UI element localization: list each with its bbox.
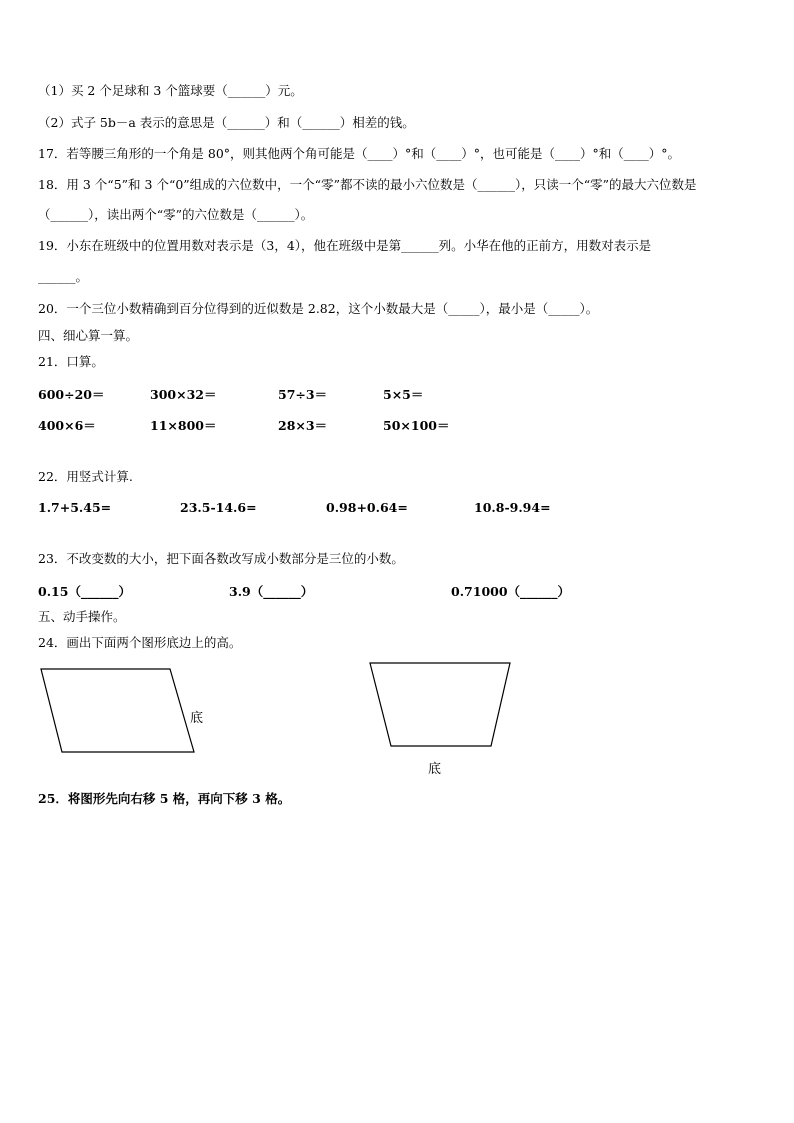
line-q23: 23．不改变数的大小，把下面各数改写成小数部分是三位的小数。 (38, 551, 404, 566)
line-q24: 24．画出下面两个图形底边上的高。 (38, 635, 242, 650)
decimal-item: 0.15（______） (38, 584, 131, 599)
section-four-heading: 四、细心算一算。 (38, 328, 139, 343)
line-q18b: （______），读出两个“零”的六位数是（______）。 (38, 207, 314, 222)
vertical-item: 0.98+0.64= (326, 500, 408, 515)
oral-item: 300×32＝ (150, 387, 217, 402)
decimal-item: 3.9（______） (229, 584, 314, 599)
oral-item: 400×6＝ (38, 418, 96, 433)
line-q20: 20．一个三位小数精确到百分位得到的近似数是 2.82，这个小数最大是（_____），最小是（_____）。 (38, 301, 599, 316)
parallelogram-base-label: 底 (190, 711, 204, 726)
vertical-item: 23.5-14.6= (180, 500, 257, 515)
line-q25: 25．将图形先向右移 5 格，再向下移 3 格。 (38, 791, 291, 806)
oral-item: 11×800＝ (150, 418, 217, 433)
oral-item: 5×5＝ (383, 387, 424, 402)
trapezoid-shape (370, 663, 510, 746)
oral-item: 600÷20＝ (38, 387, 105, 402)
vertical-item: 10.8-9.94= (474, 500, 551, 515)
decimal-item: 0.71000（______） (451, 584, 571, 599)
vertical-item: 1.7+5.45= (38, 500, 112, 515)
line-q19b: ______。 (38, 269, 89, 284)
parallelogram-shape (41, 669, 194, 752)
line-q21: 21．口算。 (38, 354, 104, 369)
line-q22: 22．用竖式计算. (38, 469, 133, 484)
line-q19a: 19．小东在班级中的位置用数对表示是（3，4），他在班级中是第______列。小华在他的正前方，用数对表示是 (38, 238, 652, 253)
trapezoid-base-label: 底 (428, 762, 442, 777)
oral-item: 57÷3＝ (278, 387, 328, 402)
oral-item: 50×100＝ (383, 418, 450, 433)
line-q18a: 18．用 3 个“5”和 3 个“0”组成的六位数中，一个“零”都不读的最小六位数是（______），只读一个“零”的最大六位数是 (38, 177, 697, 192)
line-q17: 17．若等腰三角形的一个角是 80°，则其他两个角可能是（____）°和（____）°，也可能是（____）°和（____）°。 (38, 146, 681, 161)
line-q16-1: （1）买 2 个足球和 3 个篮球要（______）元。 (38, 83, 303, 98)
line-q16-2: （2）式子 5b－a 表示的意思是（______）和（______）相差的钱。 (38, 115, 415, 130)
section-five-heading: 五、动手操作。 (38, 609, 126, 624)
oral-item: 28×3＝ (278, 418, 328, 433)
